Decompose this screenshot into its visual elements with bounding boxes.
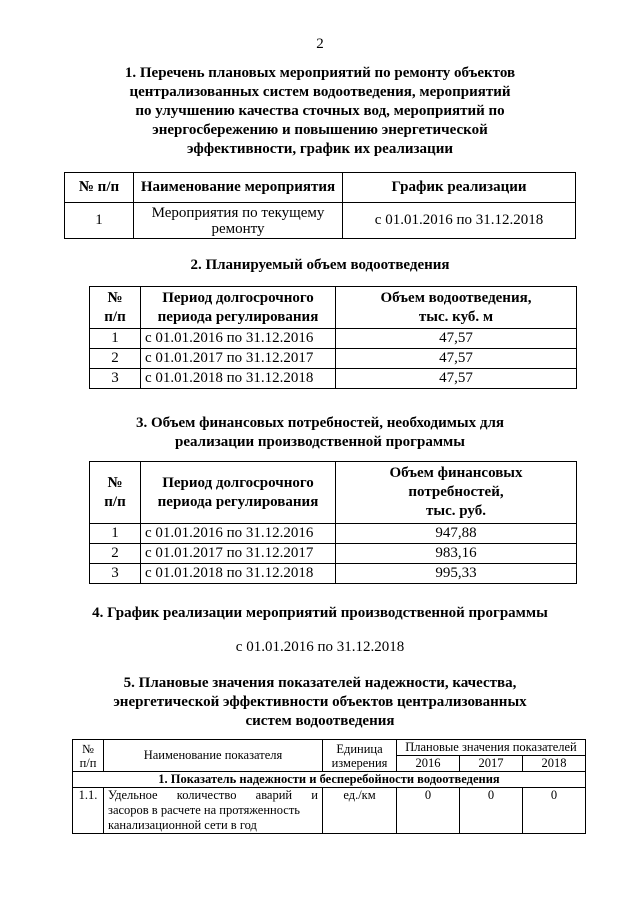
- row-period: с 01.01.2018 по 31.12.2018: [141, 369, 336, 389]
- col-header-finance: [336, 462, 577, 524]
- row-num: 3: [90, 564, 141, 584]
- col-header-indicator: Наименование показателя: [104, 740, 323, 772]
- section5-title: [0, 674, 640, 731]
- header-line: Объем водоотведения,: [380, 289, 532, 306]
- row-value: 47,57: [336, 349, 577, 369]
- indicators-table: [72, 739, 586, 834]
- col-header-measure: Наименование мероприятия: [134, 173, 343, 203]
- section3-title: [0, 414, 640, 452]
- row-value: 983,16: [336, 544, 577, 564]
- header-line: периода регулирования: [157, 493, 319, 510]
- section5-title-line: систем водоотведения: [245, 713, 395, 729]
- section1-title-line: по улучшению качества сточных вод, мероприятий по: [135, 103, 505, 119]
- header-line: периода регулирования: [157, 308, 319, 325]
- row-indicator: [104, 788, 323, 834]
- volume-table: [89, 286, 577, 389]
- row-value: 47,57: [336, 369, 577, 389]
- section5-title-line: 5. Плановые значения показателей надежности, качества,: [123, 675, 517, 691]
- row-measure: [134, 203, 343, 239]
- row-period: с 01.01.2018 по 31.12.2018: [141, 564, 336, 584]
- table-row: [90, 524, 577, 544]
- header-line: Период долгосрочного: [162, 474, 314, 491]
- row-value-2016: 0: [397, 788, 460, 834]
- header-line: №: [82, 741, 94, 756]
- col-header-year-2016: 2016: [397, 756, 460, 772]
- table-row: [90, 564, 577, 584]
- indicator-line: Удельное количество аварий и: [108, 788, 318, 802]
- row-num: 1: [90, 329, 141, 349]
- col-header-num: [90, 287, 141, 329]
- col-header-planned: Плановые значения показателей: [397, 740, 586, 756]
- measure-line: Мероприятия по текущему: [151, 204, 325, 221]
- col-header-unit: [323, 740, 397, 772]
- row-value-2017: 0: [460, 788, 523, 834]
- indicator-group-header: 1. Показатель надежности и бесперебойности водоотведения: [73, 772, 586, 788]
- col-header-volume: [336, 287, 577, 329]
- section4-period: с 01.01.2016 по 31.12.2018: [235, 639, 405, 655]
- indicator-line: засоров в расчете на протяженность: [108, 803, 301, 817]
- row-unit: ед./км: [323, 788, 397, 834]
- header-line: п/п: [104, 493, 126, 510]
- section5-title-line: энергетической эффективности объектов централизованных: [113, 694, 527, 710]
- section1-title-line: централизованных систем водоотведения, мероприятий: [129, 84, 511, 100]
- section1-title: [0, 64, 640, 159]
- measure-line: ремонту: [211, 220, 265, 237]
- header-line: Период долгосрочного: [162, 289, 314, 306]
- row-num: 2: [90, 349, 141, 369]
- header-line: п/п: [79, 755, 97, 770]
- finance-table: [89, 461, 577, 584]
- section1-title-line: 1. Перечень плановых мероприятий по ремонту объектов: [124, 65, 516, 81]
- section4-title: 4. График реализации мероприятий производственной программы: [92, 605, 548, 621]
- header-line: тыс. руб.: [426, 503, 486, 519]
- header-line: №: [107, 289, 123, 306]
- section3-title-line: 3. Объем финансовых потребностей, необходимых для: [135, 415, 505, 431]
- section1-title-line: энергосбережению и повышению энергетической: [152, 122, 488, 138]
- row-value: 47,57: [336, 329, 577, 349]
- row-schedule: с 01.01.2016 по 31.12.2018: [343, 203, 576, 239]
- header-line: потребностей,: [408, 484, 504, 500]
- header-line: Единица: [336, 741, 383, 756]
- row-period: с 01.01.2016 по 31.12.2016: [141, 329, 336, 349]
- section1-title-line: эффективности, график их реализации: [187, 141, 453, 157]
- row-period: с 01.01.2017 по 31.12.2017: [141, 544, 336, 564]
- col-header-year-2017: 2017: [460, 756, 523, 772]
- indicator-line: канализационной сети в год: [108, 818, 257, 832]
- col-header-period: [141, 462, 336, 524]
- header-line: измерения: [331, 755, 388, 770]
- row-value: 995,33: [336, 564, 577, 584]
- section2-title: 2. Планируемый объем водоотведения: [190, 257, 450, 273]
- row-period: с 01.01.2016 по 31.12.2016: [141, 524, 336, 544]
- header-line: п/п: [104, 308, 126, 325]
- col-header-num: [73, 740, 104, 772]
- table-row: [65, 203, 576, 239]
- table-row: [90, 329, 577, 349]
- section3-title-line: реализации производственной программы: [175, 434, 465, 450]
- header-line: Объем финансовых: [389, 465, 523, 481]
- row-period: с 01.01.2017 по 31.12.2017: [141, 349, 336, 369]
- col-header-schedule: График реализации: [343, 173, 576, 203]
- col-header-num: № п/п: [65, 173, 134, 203]
- table-row: [73, 788, 586, 834]
- col-header-period: [141, 287, 336, 329]
- col-header-year-2018: 2018: [523, 756, 586, 772]
- row-num: 2: [90, 544, 141, 564]
- measures-table: [64, 172, 576, 239]
- table-row: [90, 369, 577, 389]
- col-header-num: [90, 462, 141, 524]
- header-line: №: [107, 474, 123, 491]
- page-number: 2: [316, 36, 324, 52]
- row-num: 1: [90, 524, 141, 544]
- row-value-2018: 0: [523, 788, 586, 834]
- row-value: 947,88: [336, 524, 577, 544]
- table-row: [90, 349, 577, 369]
- header-line: тыс. куб. м: [418, 308, 494, 325]
- row-num: 1.1.: [73, 788, 104, 834]
- row-num: 3: [90, 369, 141, 389]
- row-num: 1: [65, 203, 134, 239]
- table-row: [90, 544, 577, 564]
